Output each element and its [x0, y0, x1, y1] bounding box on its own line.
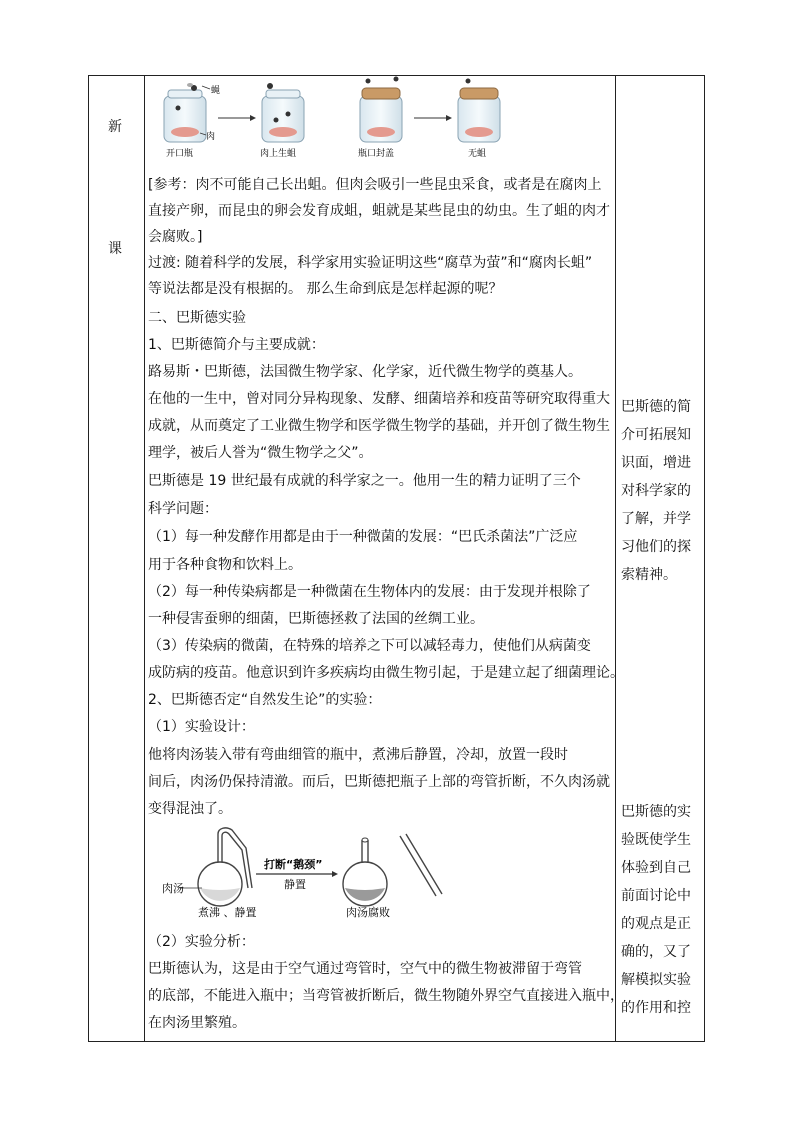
side-note-line: 体验到自己: [621, 860, 691, 876]
subsection-heading: （1）实验设计：: [148, 719, 255, 735]
fly-icon: [466, 79, 471, 84]
text-line: （3）传染病的微菌，在特殊的培养之下可以减轻毒力，使他们从病菌变: [148, 638, 591, 654]
spoiled-broth-label: 肉汤腐败: [346, 906, 390, 919]
arrow-icon: [218, 115, 256, 121]
text-line: 科学问题：: [148, 501, 218, 517]
text-line: 过渡: 随着科学的发展，科学家用实验证明这些“腐草为萤”和“腐肉长蛆”: [148, 255, 593, 271]
table-divider-2: [615, 76, 616, 1041]
text-line: 在他的一生中，曾对同分异构现象、发酵、细菌培养和疫苗等研究取得重大: [148, 391, 610, 407]
side-note-line: 索精神。: [621, 567, 677, 583]
swan-neck-flask-figure: [160, 826, 460, 922]
text-line: 用于各种食物和饮料上。: [148, 557, 302, 573]
jar-experiment-figure: [150, 76, 510, 162]
arrow-icon: [414, 115, 452, 121]
fly-icon: [366, 77, 399, 84]
side-note-line: 确的，又了: [621, 944, 691, 960]
text-line: （2）每一种传染病都是一种微菌在生物体内的发展：由于发现并根除了: [148, 584, 591, 600]
fly-icon: [176, 106, 181, 111]
stand-label: 静置: [284, 878, 306, 891]
jar-caption-1: 开口瓶: [166, 149, 194, 159]
subsection-heading: （2）实验分析：: [148, 934, 255, 950]
broken-tube: [400, 834, 442, 896]
side-note-line: 了解，并学: [621, 511, 691, 527]
subsection-heading: 1、巴斯德简介与主要成就：: [148, 337, 325, 353]
fly-label: 蝇: [211, 86, 221, 96]
text-line: 会腐败。]: [148, 229, 203, 245]
broth-label: 肉汤: [162, 882, 184, 895]
text-line: 间后，肉汤仍保持清澈。而后，巴斯德把瓶子上部的弯管折断，不久肉汤就: [148, 774, 610, 790]
text-line: （1）每一种发酵作用都是由于一种微菌的发展：“巴氏杀菌法”广泛应: [148, 529, 578, 545]
side-note-line: 习他们的探: [621, 539, 691, 555]
text-line: 变得混浊了。: [148, 801, 232, 817]
text-line: 一种侵害蚕卵的细菌，巴斯德拯救了法国的丝绸工业。: [148, 611, 484, 627]
jar-caption-4: 无蛆: [468, 149, 487, 159]
side-note-line: 巴斯德的实: [621, 804, 691, 820]
table-divider-1: [144, 76, 145, 1041]
side-note-line: 识面，增进: [621, 455, 691, 471]
jar-caption-3: 瓶口封盖: [358, 149, 395, 159]
break-neck-label: 打断“鹅颈”: [264, 858, 323, 871]
arrow-icon: [256, 871, 338, 877]
subsection-heading: 2、巴斯德否定“自然发生论”的实验：: [148, 692, 382, 708]
jar-no-maggots: [458, 88, 500, 142]
meat-label: 肉: [206, 132, 216, 142]
jar-maggots: [262, 90, 304, 142]
text-line: 直接产卵，而昆虫的卵会发育成蛆，蛆就是某些昆虫的幼虫。生了蛆的肉才: [148, 203, 610, 219]
section-label-char: 课: [108, 241, 122, 257]
side-note-line: 前面讨论中: [621, 888, 691, 904]
side-note-line: 解模拟实验: [621, 972, 691, 988]
jar-caption-2: 肉上生蛆: [260, 149, 297, 159]
side-note-line: 的作用和控: [621, 1000, 691, 1016]
jar-covered: [360, 88, 402, 142]
text-line: 等说法都是没有根据的。 那么生命到底是怎样起源的呢？: [148, 281, 503, 297]
jar-open: [164, 90, 206, 142]
side-note-line: 巴斯德的简: [621, 399, 691, 415]
flask-intact: [198, 828, 252, 906]
side-note-line: 验既使学生: [621, 832, 691, 848]
flask-broken: [343, 838, 387, 906]
section-label-char: 新: [108, 119, 122, 135]
side-note-line: 对科学家的: [621, 483, 691, 499]
section-label-column: [88, 75, 143, 1042]
section-heading: 二、巴斯德实验: [148, 310, 246, 326]
text-line: 巴斯德认为，这是由于空气通过弯管时，空气中的微生物被滞留于弯管: [148, 961, 582, 977]
text-line: 他将肉汤装入带有弯曲细管的瓶中，煮沸后静置，冷却，放置一段时: [148, 747, 568, 763]
text-line: 成防病的疫苗。他意识到许多疾病均由微生物引起，于是建立起了细菌理论。: [148, 665, 624, 681]
text-line: 成就，从而奠定了工业微生物学和医学微生物学的基础，并开创了微生物生: [148, 418, 610, 434]
text-line: 理学，被后人誉为“微生物学之父”。: [148, 445, 373, 461]
text-line: 巴斯德是 19 世纪最有成就的科学家之一。他用一生的精力证明了三个: [148, 473, 581, 489]
text-line: 在肉汤里繁殖。: [148, 1015, 246, 1031]
text-line: 路易斯・巴斯德，法国微生物学家、化学家，近代微生物学的奠基人。: [148, 364, 582, 380]
side-note-line: 介可拓展知: [621, 427, 691, 443]
text-line: [参考：肉不可能自己长出蛆。但肉会吸引一些昆虫采食，或者是在腐肉上: [148, 177, 602, 193]
side-note-line: 的观点是正: [621, 916, 691, 932]
text-line: 的底部，不能进入瓶中；当弯管被折断后，微生物随外界空气直接进入瓶中，: [148, 988, 624, 1004]
boil-label: 煮沸 、静置: [198, 906, 257, 919]
